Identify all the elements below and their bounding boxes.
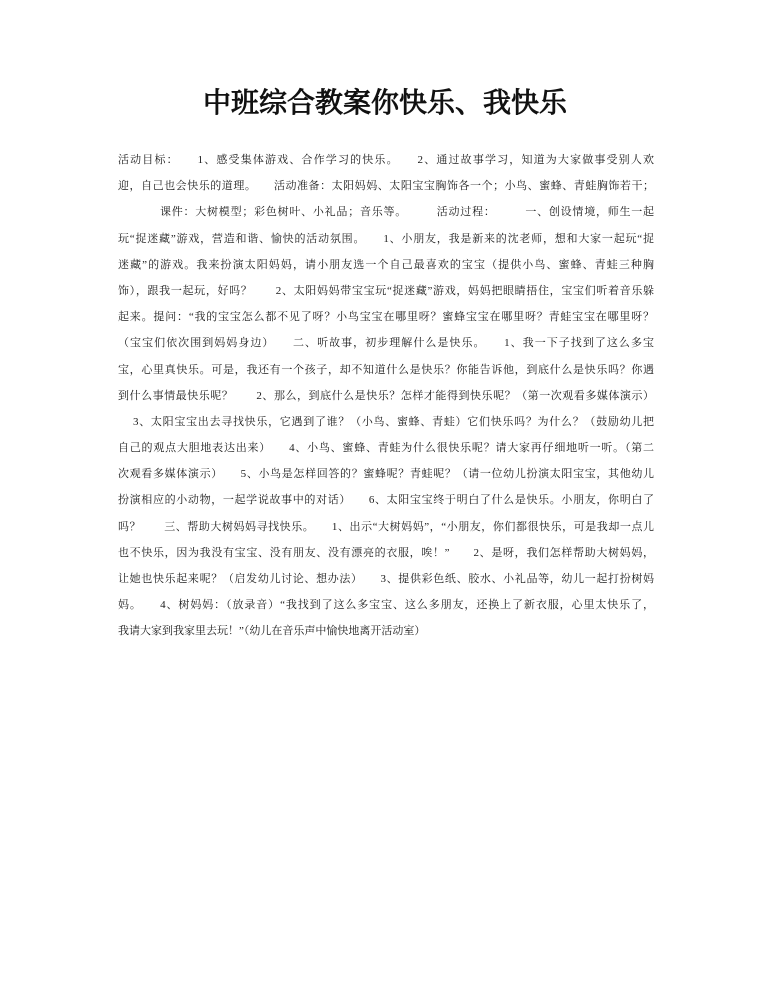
body-text-line: 吗？ 三、帮助大树妈妈寻找快乐。 1、出示“大树妈妈”，“小朋友，你们都很快乐，可是我却一点儿 xyxy=(118,520,654,533)
body-text-line: 自己的观点大胆地表达出来） 4、小鸟、蜜蜂、青蛙为什么很快乐呢？请大家再仔细地听一听。（第二 xyxy=(118,442,654,455)
body-text-line: 扮演相应的小动物，一起学说故事中的对话） 6、太阳宝宝终于明白了什么是快乐。小朋友，你明白了 xyxy=(118,494,654,507)
body-text-line: 宝，心里真快乐。可是，我还有一个孩子，却不知道什么是快乐？你能告诉他，到底什么是快乐吗？你遇 xyxy=(118,363,654,376)
body-text-line: 玩“捉迷藏”游戏，营造和谐、愉快的活动氛围。 1、小朋友，我是新来的沈老师，想和大家一起玩“捉 xyxy=(118,232,654,245)
body-text-line: 到什么事情最快乐呢？ 2、那么，到底什么是快乐？怎样才能得到快乐呢？（第一次观看多媒体演示） xyxy=(118,389,654,402)
body-text-line: 妈。 4、树妈妈：（放录音）“我找到了这么多宝宝、这么多朋友，还换上了新衣服，心里太快乐了， xyxy=(118,599,654,612)
document-title: 中班综合教案你快乐、我快乐 xyxy=(202,86,567,119)
body-text-line: 饰），跟我一起玩，好吗？ 2、太阳妈妈带宝宝玩“捉迷藏”游戏，妈妈把眼睛捂住，宝宝们听着音乐躲 xyxy=(118,284,654,297)
body-text-line: 迷藏”的游戏。我来扮演太阳妈妈，请小朋友选一个自己最喜欢的宝宝（提供小鸟、蜜蜂、青蛙三种胸 xyxy=(118,258,654,271)
body-text-line: 让她也快乐起来呢？（启发幼儿讨论、想办法） 3、提供彩色纸、胶水、小礼品等，幼儿一起打扮树妈 xyxy=(118,573,654,585)
document-body xyxy=(118,147,654,645)
body-text-line: 活动目标： 1、感受集体游戏、合作学习的快乐。 2、通过故事学习，知道为大家做事受别人欢 xyxy=(118,154,654,166)
body-text-line: 次观看多媒体演示） 5、小鸟是怎样回答的？蜜蜂呢？青蛙呢？（请一位幼儿扮演太阳宝宝，其他幼儿 xyxy=(118,468,654,481)
body-text-line: 迎，自己也会快乐的道理。 活动准备：太阳妈妈、太阳宝宝胸饰各一个；小鸟、蜜蜂、青蛙胸饰若干； xyxy=(118,180,654,193)
body-text-line: 起来。提问：“我的宝宝怎么都不见了呀？小鸟宝宝在哪里呀？蜜蜂宝宝在哪里呀？青蛙宝宝在哪里呀？ xyxy=(118,311,654,324)
body-text-line: 课件：大树模型；彩色树叶、小礼品；音乐等。 活动过程： 一、创设情境，师生一起 xyxy=(160,206,654,219)
body-text-line: 3、太阳宝宝出去寻找快乐，它遇到了谁？（小鸟、蜜蜂、青蛙）它们快乐吗？为什么？（鼓励幼儿把 xyxy=(133,415,654,428)
body-text-line: 我请大家到我家里去玩！”（幼儿在音乐声中愉快地离开活动室） xyxy=(118,625,426,638)
body-text-line: （宝宝们依次围到妈妈身边） 二、听故事，初步理解什么是快乐。 1、我一下子找到了这么多宝 xyxy=(118,337,654,350)
body-text-line: 也不快乐，因为我没有宝宝、没有朋友、没有漂亮的衣服，唉！” 2、是呀，我们怎样帮助大树妈妈， xyxy=(118,546,654,559)
